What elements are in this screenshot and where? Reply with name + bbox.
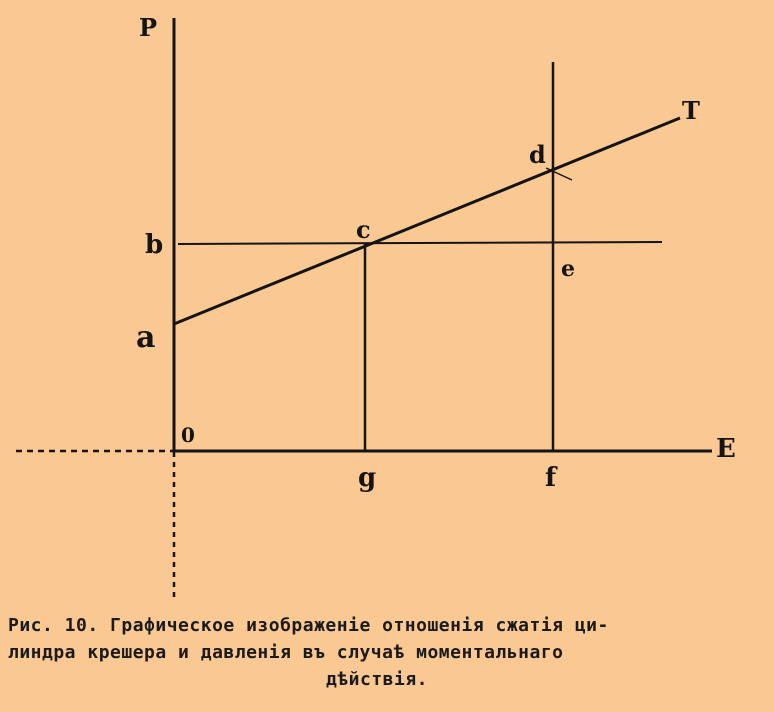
- label-e-axis: E: [716, 434, 736, 464]
- caption-line-2: линдра крешера и давленiя въ случаѣ моментальнаго: [8, 642, 564, 663]
- label-t: T: [682, 96, 700, 125]
- caption-line-3: дѣйствiя.: [325, 669, 429, 690]
- horizontal-line-be: [178, 242, 662, 244]
- figure-caption: [0, 612, 774, 693]
- label-e: e: [561, 256, 575, 282]
- tick-at-d: [546, 168, 572, 180]
- label-origin: 0: [181, 423, 195, 447]
- label-b: b: [145, 230, 164, 260]
- line-a-to-t: [174, 118, 680, 324]
- label-g: g: [358, 463, 377, 493]
- caption-line-1: Рис. 10. Графическое изображенiе отношенiя сжатiя ци-: [8, 615, 609, 636]
- label-f: f: [545, 463, 557, 493]
- label-c: c: [356, 215, 371, 244]
- label-d: d: [529, 140, 546, 169]
- label-p: P: [139, 13, 158, 42]
- label-a: a: [136, 320, 156, 355]
